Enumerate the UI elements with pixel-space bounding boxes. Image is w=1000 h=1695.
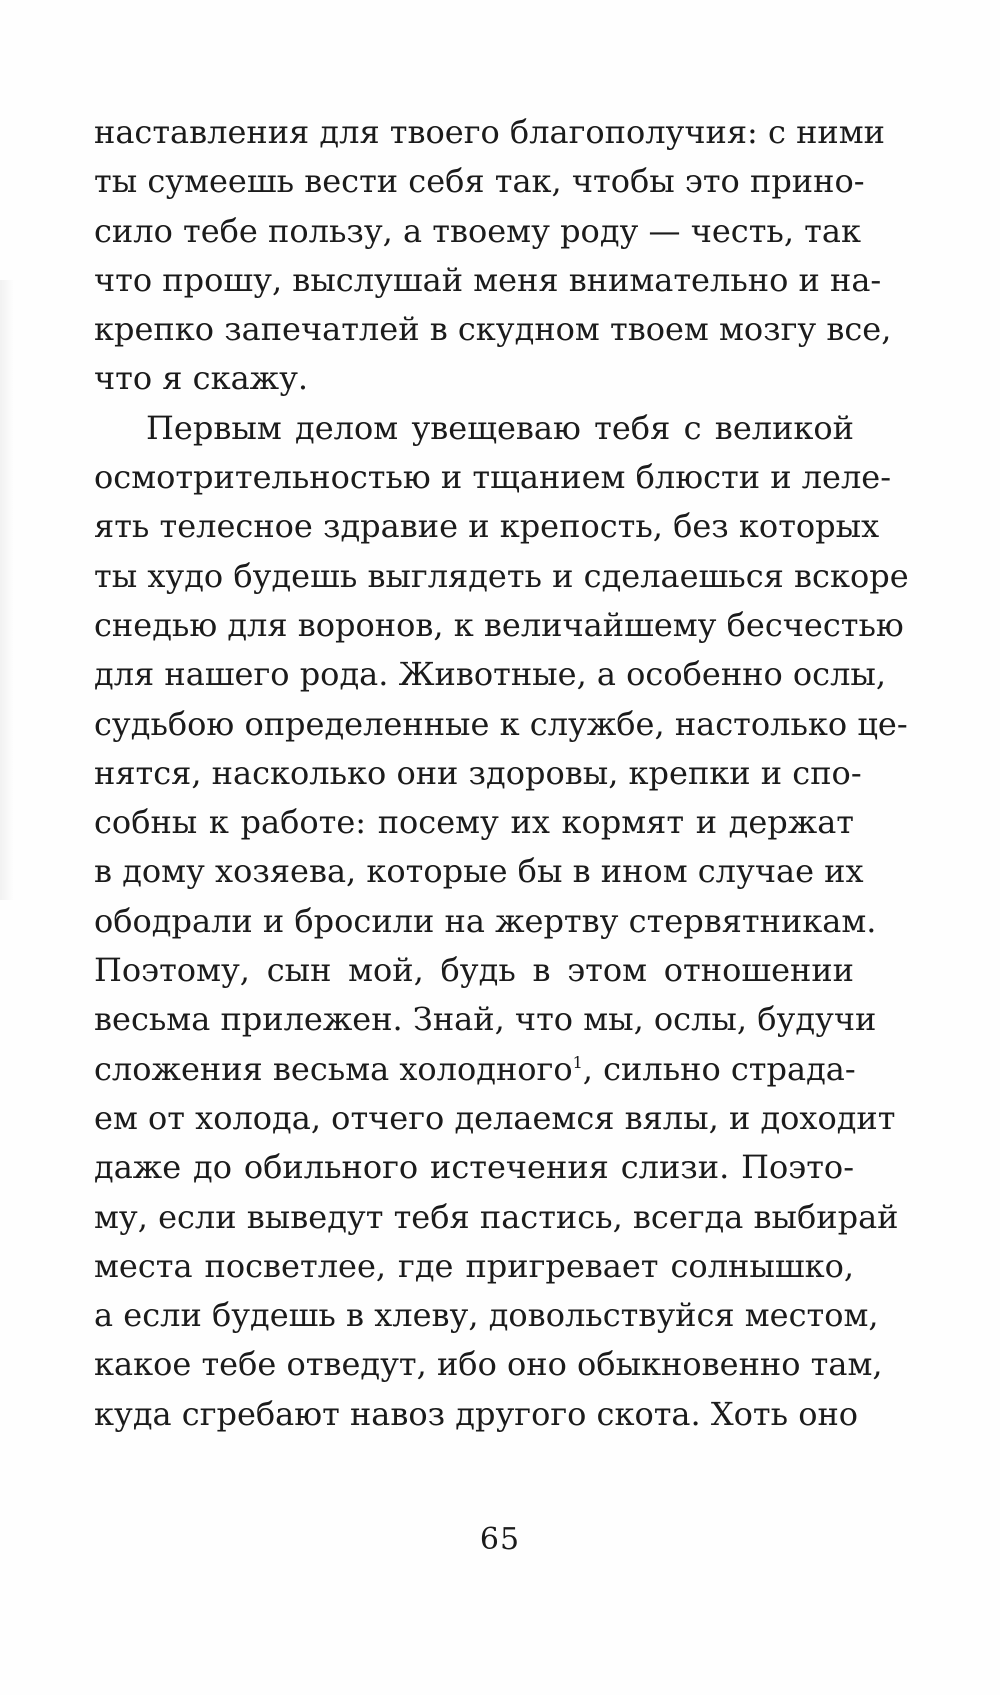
text-line: ем от холода, отчего делаемся вялы, и доходит bbox=[94, 1098, 896, 1137]
text-segment: , сильно страда- bbox=[582, 1049, 856, 1088]
text-line: для нашего рода. Животные, а особенно ослы, bbox=[94, 655, 887, 694]
text-line: что прошу, выслушай меня внимательно и на- bbox=[94, 260, 882, 299]
text-line: собны к работе: посему их кормят и держат bbox=[94, 803, 854, 842]
text-segment: сложения весьма холодного bbox=[94, 1049, 573, 1088]
text-line-with-footnote bbox=[94, 1045, 854, 1094]
text-line: что я скажу. bbox=[94, 359, 309, 398]
text-line: весьма прилежен. Знай, что мы, ослы, будучи bbox=[94, 1000, 877, 1039]
text-line: куда сгребают навоз другого скота. Хоть оно bbox=[94, 1394, 859, 1433]
text-line: ты худо будешь выглядеть и сделаешься вскоре bbox=[94, 556, 909, 595]
text-line: ободрали и бросили на жертву стервятникам. bbox=[94, 901, 877, 940]
text-line: места посветлее, где пригревает солнышко, bbox=[94, 1246, 854, 1285]
text-line: осмотрительностью и тщанием блюсти и леле- bbox=[94, 458, 892, 497]
text-line: снедью для воронов, к величайшему бесчестью bbox=[94, 605, 904, 644]
text-line: судьбою определенные к службе, настолько це- bbox=[94, 704, 908, 743]
text-line: Поэтому, сын мой, будь в этом отношении bbox=[94, 951, 854, 990]
text-line: сило тебе пользу, а твоему роду — честь, так bbox=[94, 211, 861, 250]
paragraph-first-line: Первым делом увещеваю тебя с великой bbox=[146, 408, 854, 447]
text-line: какое тебе отведут, ибо оно обыкновенно там, bbox=[94, 1345, 883, 1384]
body-text bbox=[94, 108, 909, 1439]
footnote-marker: 1 bbox=[572, 1052, 583, 1072]
text-line: наставления для твоего благополучия: с ними bbox=[94, 113, 885, 151]
page-number: 65 bbox=[479, 1522, 521, 1557]
text-line: ты сумеешь вести себя так, чтобы это прино- bbox=[94, 162, 865, 201]
text-line: в дому хозяева, которые бы в ином случае их bbox=[94, 852, 864, 891]
text-line: му, если выведут тебя пастись, всегда выбирай bbox=[94, 1197, 899, 1236]
text-line: а если будешь в хлеву, довольствуйся местом, bbox=[94, 1296, 879, 1335]
page-edge-shadow bbox=[0, 280, 14, 900]
text-line: крепко запечатлей в скудном твоем мозгу все, bbox=[94, 310, 892, 349]
text-line: ять телесное здравие и крепость, без которых bbox=[94, 507, 880, 546]
text-line: нятся, насколько они здоровы, крепки и спо- bbox=[94, 753, 862, 792]
text-line: даже до обильного истечения слизи. Поэто- bbox=[94, 1148, 854, 1187]
